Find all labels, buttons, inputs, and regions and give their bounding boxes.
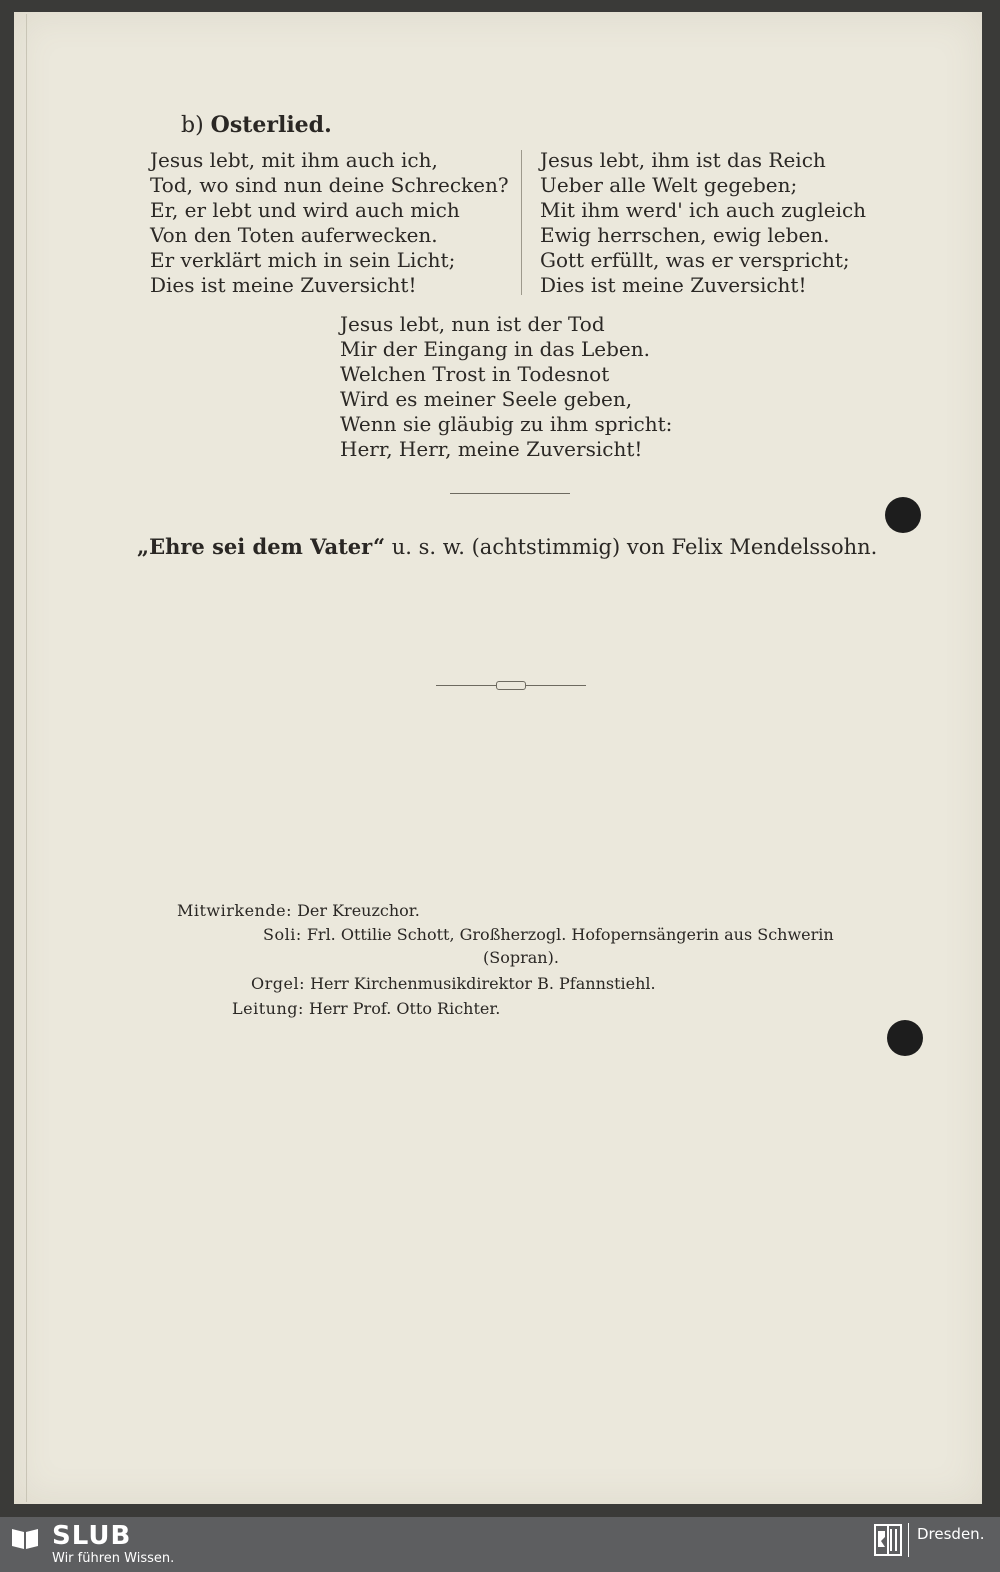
credit-value: Frl. Ottilie Schott, Großherzogl. Hofopernsängerin aus Schwerin (306, 925, 834, 944)
punch-hole-top (885, 497, 921, 533)
stanza-line: Er verklärt mich in sein Licht; (150, 248, 456, 272)
stanza-line: Gott erfüllt, was er verspricht; (540, 248, 850, 272)
stanza-line: Wenn sie gläubig zu ihm spricht: (340, 412, 673, 436)
credit-label: Orgel: (251, 974, 305, 993)
closing-piece (137, 534, 937, 559)
credit-value: Der Kreuzchor. (297, 901, 420, 920)
footer-separator (908, 1523, 909, 1557)
stanza-line: Ueber alle Welt gegeben; (540, 173, 798, 197)
stanza-right (540, 148, 866, 298)
song-name: Osterlied. (210, 112, 332, 138)
stanza-center (340, 312, 672, 462)
stanza-line: Von den Toten auferwecken. (150, 223, 438, 247)
stanza-line: Dies ist meine Zuversicht! (540, 273, 807, 297)
stanza-line: Tod, wo sind nun deine Schrecken? (150, 173, 509, 197)
credit-value: (Sopran). (483, 948, 559, 967)
stanza-line: Dies ist meine Zuversicht! (150, 273, 417, 297)
song-label: b) (181, 113, 204, 138)
stanza-line: Herr, Herr, meine Zuversicht! (340, 437, 643, 461)
stanza-line: Wird es meiner Seele geben, (340, 387, 633, 411)
slub-tagline: Wir führen Wissen. (52, 1551, 175, 1566)
credit-performers (177, 901, 420, 920)
page-edge (26, 14, 27, 1502)
stanza-line: Er, er lebt und wird auch mich (150, 198, 460, 222)
slub-brand[interactable]: SLUB (52, 1521, 132, 1551)
stanza-left (150, 148, 509, 298)
stanza-line: Mit ihm werd' ich auch zugleich (540, 198, 867, 222)
credit-direction (232, 999, 500, 1018)
stanza-line: Mir der Eingang in das Leben. (340, 337, 650, 361)
credit-organ (251, 974, 656, 993)
stanza-line: Jesus lebt, mit ihm auch ich, (150, 148, 438, 172)
section-rule (450, 493, 570, 494)
song-title (181, 112, 332, 138)
credit-label: Mitwirkende: (177, 901, 292, 920)
stanza-line: Welchen Trost in Todesnot (340, 362, 610, 386)
footer-bar (0, 1517, 1000, 1572)
credit-label: Leitung: (232, 999, 304, 1018)
slub-logo-icon[interactable] (10, 1525, 40, 1551)
credit-value: Herr Kirchenmusikdirektor B. Pfannstiehl. (310, 974, 656, 993)
stanza-line: Jesus lebt, ihm ist das Reich (540, 148, 826, 172)
stanza-line: Ewig herrschen, ewig leben. (540, 223, 830, 247)
dresden-crest-icon[interactable] (873, 1523, 903, 1557)
credit-value: Herr Prof. Otto Richter. (308, 999, 501, 1018)
dresden-brand[interactable]: Dresden. (917, 1525, 985, 1543)
closing-work: „Ehre sei dem Vater“ (137, 534, 386, 559)
credit-soli (263, 925, 834, 944)
credit-label: Soli: (263, 925, 302, 944)
credit-soli-voice (483, 948, 559, 967)
closing-rest: u. s. w. (achtstimmig) von Felix Mendelssohn. (391, 535, 878, 559)
stanza-line: Jesus lebt, nun ist der Tod (340, 312, 605, 336)
column-divider (521, 150, 522, 295)
punch-hole-bottom (887, 1020, 923, 1056)
ornament (496, 681, 526, 690)
